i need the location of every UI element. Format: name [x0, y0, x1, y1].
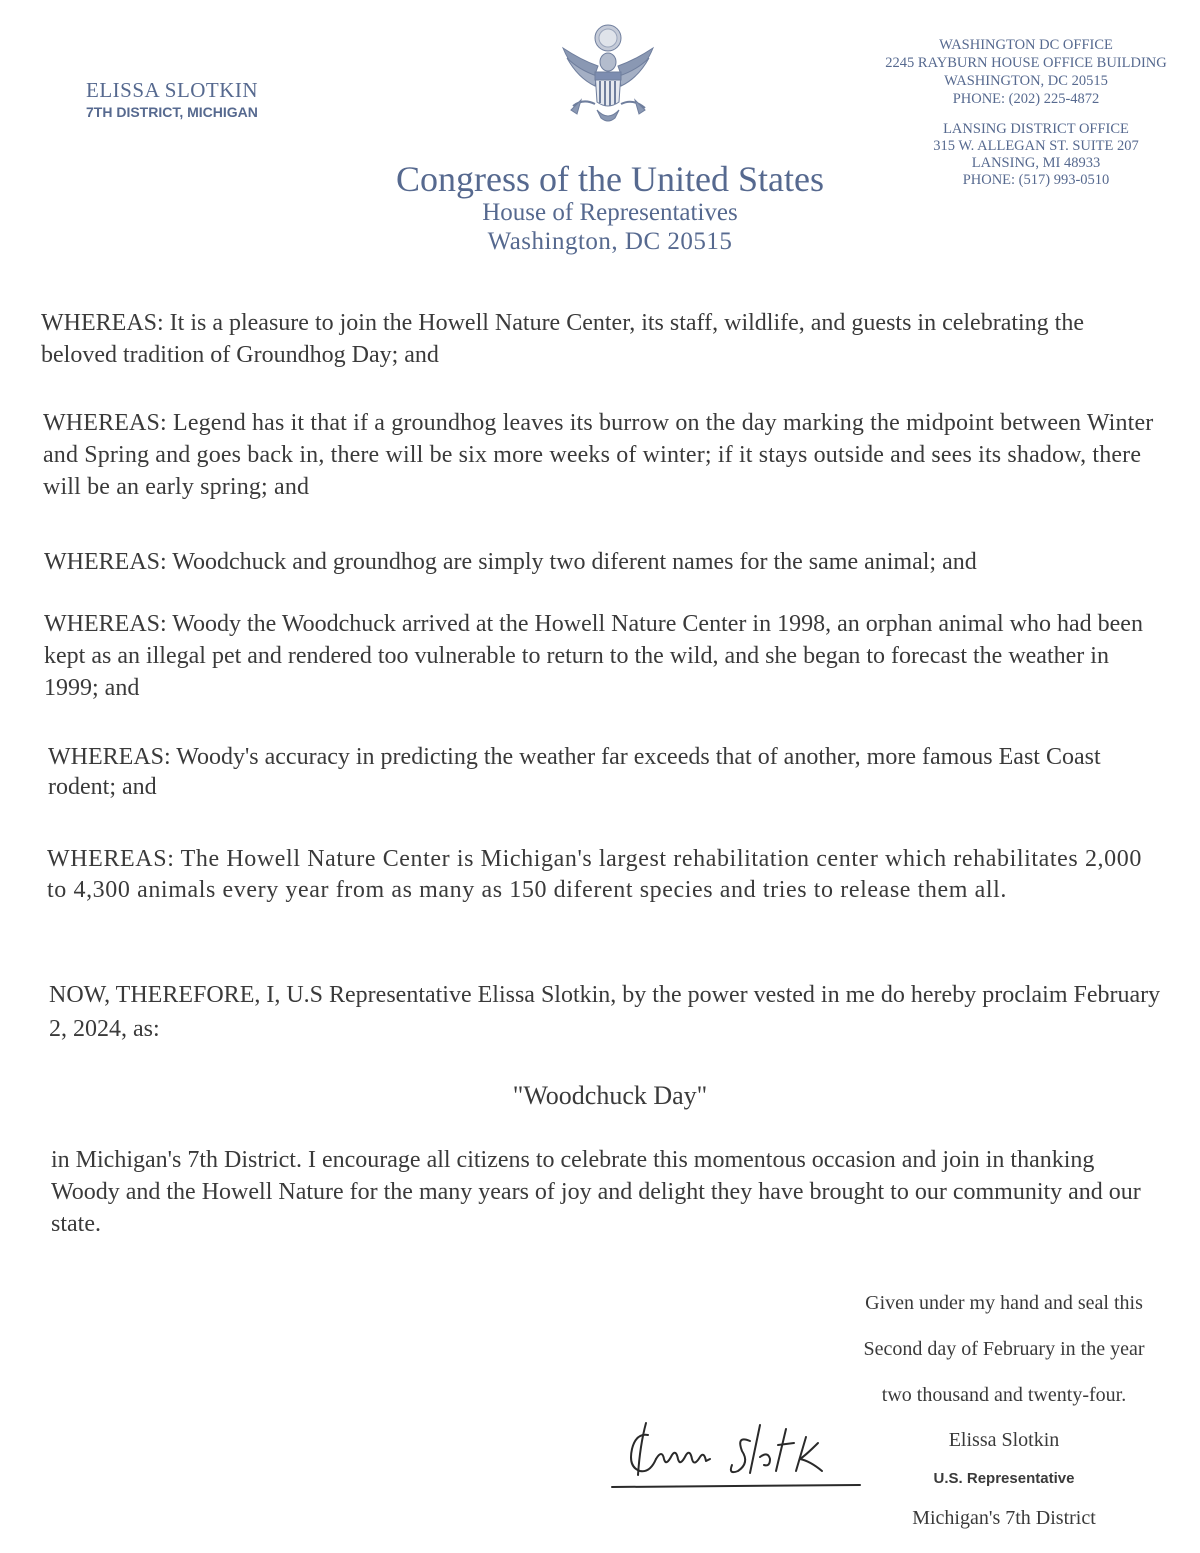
whereas-paragraph: WHEREAS: Woody's accuracy in predicting the weather far exceeds that of another, more famous East Coast rodent; and — [48, 744, 1101, 800]
dc-office-line1: 2245 RAYBURN HOUSE OFFICE BUILDING — [885, 55, 1167, 71]
signer-name: Elissa Slotkin — [948, 1429, 1060, 1451]
lansing-office-line1: 315 W. ALLEGAN ST. SUITE 207 — [933, 138, 1139, 154]
city-title: Washington, DC 20515 — [487, 228, 733, 255]
closing-paragraph: in Michigan's 7th District. I encourage all citizens to celebrate this momentous occasion and join in thanking Woody and the Howell Nature for the many years of joy and delight they have brought to our community and our state. — [51, 1147, 1141, 1237]
house-title: House of Representatives — [482, 199, 738, 226]
lansing-office-line2: LANSING, MI 48933 — [971, 155, 1101, 171]
dc-office-address — [856, 36, 1196, 108]
member-name: ELISSA SLOTKIN — [86, 78, 259, 102]
signer-title: U.S. Representative — [933, 1470, 1075, 1487]
member-district: 7TH DISTRICT, MICHIGAN — [86, 104, 258, 120]
whereas-paragraph: WHEREAS: It is a pleasure to join the Howell Nature Center, its staff, wildlife, and guests in celebrating the beloved tradition of Groundhog Day; and — [41, 310, 1085, 368]
given-line-2: Second day of February in the year — [863, 1338, 1145, 1360]
signer-district: Michigan's 7th District — [912, 1507, 1096, 1529]
therefore-paragraph: NOW, THEREFORE, I, U.S Representative Elissa Slotkin, by the power vested in me do hereby proclaim February 2, 2024, as: — [49, 982, 1161, 1042]
lansing-office-phone: PHONE: (517) 993-0510 — [962, 172, 1110, 188]
dc-office-line2: WASHINGTON, DC 20515 — [944, 73, 1108, 89]
lansing-office-title: LANSING DISTRICT OFFICE — [943, 121, 1129, 137]
given-line-3: two thousand and twenty-four. — [881, 1384, 1127, 1406]
given-line-1: Given under my hand and seal this — [865, 1292, 1143, 1314]
proclamation-title: "Woodchuck Day" — [512, 1081, 708, 1110]
whereas-paragraph: WHEREAS: Woodchuck and groundhog are simply two diferent names for the same animal; and — [44, 549, 977, 575]
dc-office-phone: PHONE: (202) 225-4872 — [952, 91, 1100, 107]
great-seal-eagle-icon — [553, 18, 663, 130]
whereas-paragraph: WHEREAS: The Howell Nature Center is Michigan's largest rehabilitation center which rehabilitates 2,000 to 4,300 animals every year from as many as 150 diferent species and tries to release them all. — [47, 846, 1142, 903]
handwritten-signature — [610, 1415, 870, 1495]
whereas-paragraph: WHEREAS: Woody the Woodchuck arrived at the Howell Nature Center in 1998, an orphan animal who had been kept as an illegal pet and rendered too vulnerable to return to the wild, and she began to forecast the weather in 1999; and — [44, 611, 1143, 701]
dc-office-title: WASHINGTON DC OFFICE — [939, 37, 1113, 53]
whereas-paragraph: WHEREAS: Legend has it that if a groundhog leaves its burrow on the day marking the midpoint between Winter and Spring and goes back in, there will be six more weeks of winter; if it stays outside and sees its shadow, there will be an early spring; and — [43, 410, 1154, 500]
congress-title: Congress of the United States — [396, 159, 824, 199]
